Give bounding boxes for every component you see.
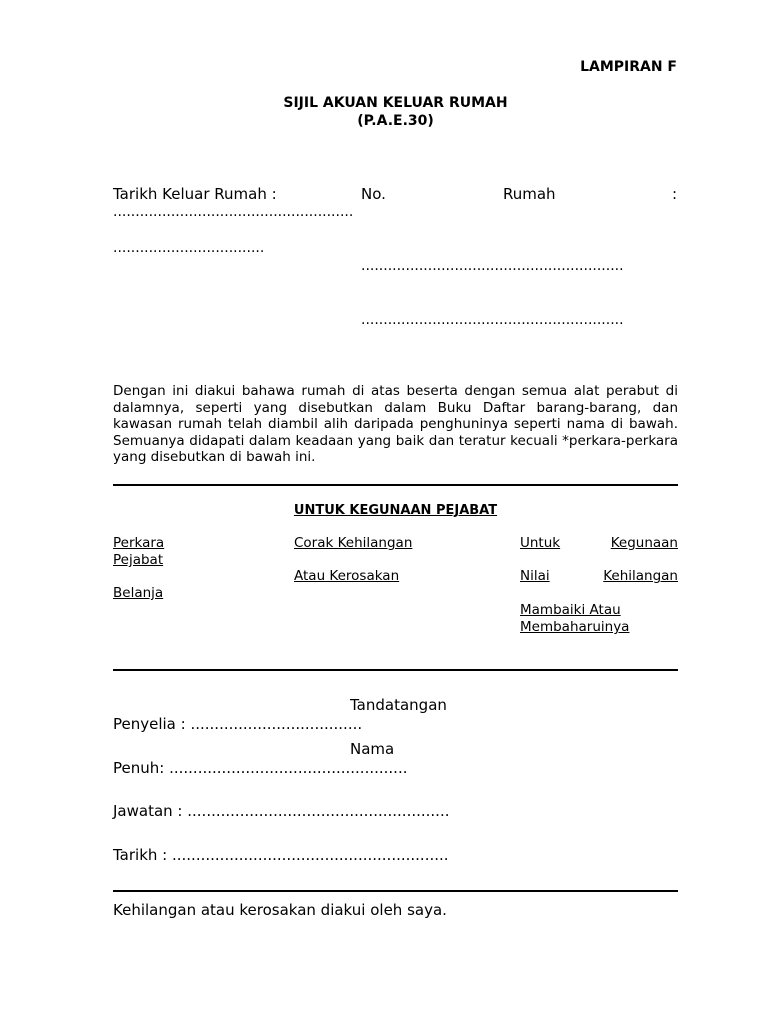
col1-line1-text: Perkara <box>113 535 165 551</box>
position-line: Jawatan : ....................................................... <box>113 802 450 820</box>
house-colon: : <box>672 185 678 203</box>
exit-date-dots-2: .................................. <box>113 240 265 256</box>
name-label-1: Nama <box>350 740 395 758</box>
col2-line1: Corak Kehilangan <box>294 535 413 551</box>
exit-date-label: Tarikh Keluar Rumah : <box>113 185 277 203</box>
col3-line4: Membaharuinya <box>520 619 630 635</box>
col1-line2: Pejabat <box>113 552 164 568</box>
divider-2 <box>113 669 678 671</box>
col2-line2: Atau Kerosakan <box>294 568 400 584</box>
divider-3 <box>113 890 678 892</box>
col3-line2 <box>520 568 678 584</box>
divider-1 <box>113 484 678 486</box>
col3-line1a: Untuk <box>520 535 561 551</box>
annex-label: LAMPIRAN F <box>580 59 677 75</box>
full-name-line: Penuh: .................................................. <box>113 759 408 777</box>
office-use-heading: UNTUK KEGUNAAN PEJABAT <box>293 503 498 518</box>
document-code: (P.A.E.30) <box>357 113 434 129</box>
house-no-label: No. <box>361 185 386 203</box>
document-title: SIJIL AKUAN KELUAR RUMAH <box>283 95 508 111</box>
declaration-paragraph: Dengan ini diakui bahawa rumah di atas beserta dengan semua alat perabut di dalamnya, seperti yang disebutkan dalam Buku Daftar barang-barang, dan kawasan rumah telah diambil alih daripada penghuninya seperti nama di bawah. Semuanya didapati dalam keadaan yang baik dan teratur kecuali *perkara-perkara yang disebutkan di bawah ini. <box>113 383 678 465</box>
col3-line3: Mambaiki Atau <box>520 602 621 618</box>
col1-line3: Belanja <box>113 585 164 601</box>
supervisor-signature-line: Penyelia : .................................... <box>113 715 363 733</box>
house-address-dots-2: ........................................................... <box>361 312 624 328</box>
date-line: Tarikh : .......................................................... <box>113 846 449 864</box>
exit-date-dots: ...................................................... <box>113 204 354 220</box>
col3-line2b: Kehilangan <box>603 568 678 584</box>
col3-line1b: Kegunaan <box>610 535 678 551</box>
col1-line1 <box>113 535 173 551</box>
house-address-dots-1: ........................................................... <box>361 258 624 274</box>
acknowledgement-text: Kehilangan atau kerosakan diakui oleh saya. <box>113 901 447 919</box>
house-label: Rumah <box>503 185 556 203</box>
col3-line2a: Nilai <box>520 568 550 584</box>
col3-line1 <box>520 535 678 551</box>
signature-label-1: Tandatangan <box>350 696 447 714</box>
